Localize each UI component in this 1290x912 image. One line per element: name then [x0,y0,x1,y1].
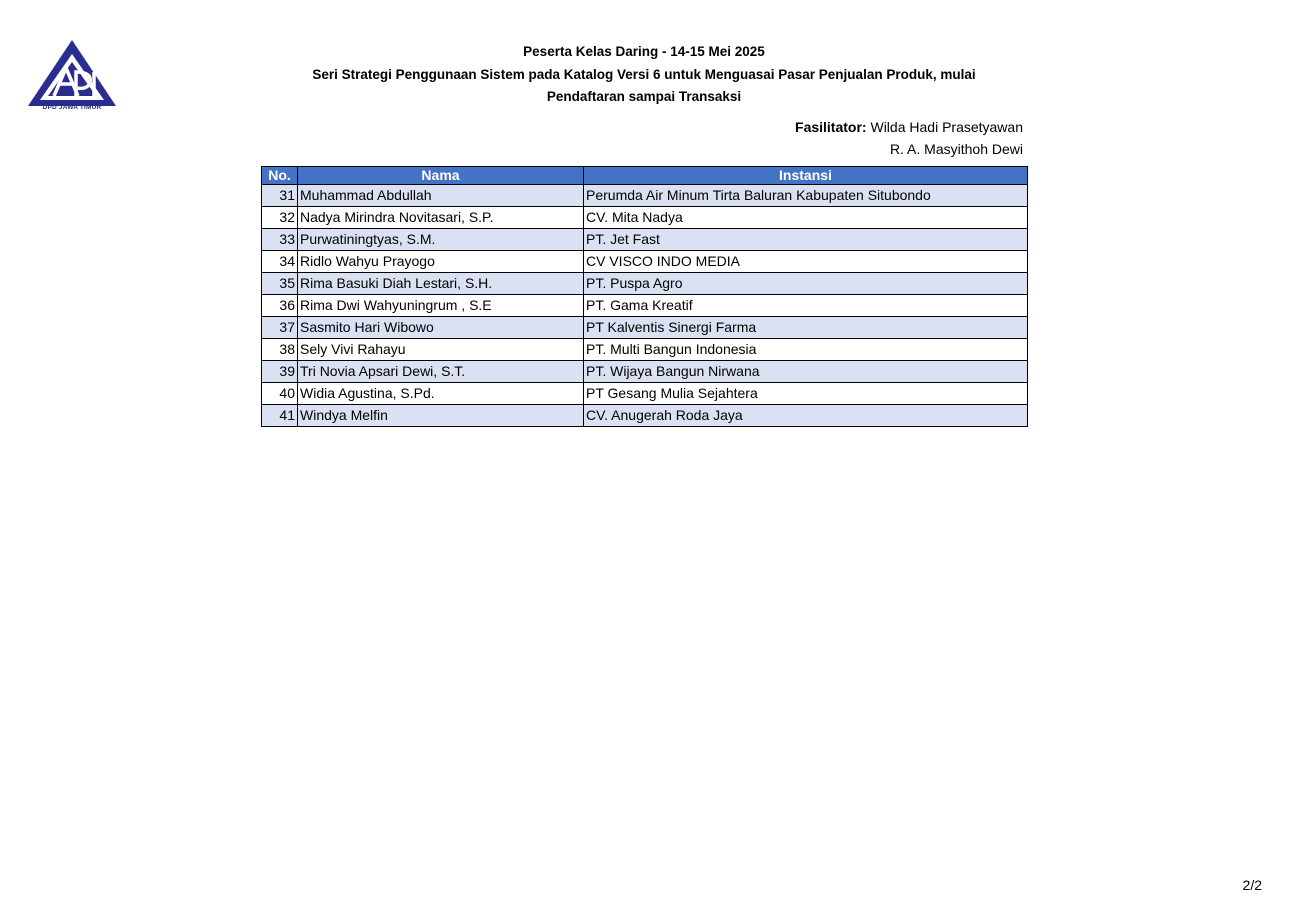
cell-nama: Tri Novia Apsari Dewi, S.T. [298,361,584,383]
cell-instansi: CV. Anugerah Roda Jaya [584,405,1028,427]
cell-nama: Rima Basuki Diah Lestari, S.H. [298,273,584,295]
logo-caption: DPD JAWA TIMUR [42,104,102,111]
cell-nama: Nadya Mirindra Novitasari, S.P. [298,207,584,229]
cell-nama: Rima Dwi Wahyuningrum , S.E [298,295,584,317]
table-row [262,273,1028,295]
cell-no: 41 [262,405,298,427]
table-row [262,229,1028,251]
cell-nama: Windya Melfin [298,405,584,427]
table-header-row [262,167,1028,185]
cell-instansi: CV VISCO INDO MEDIA [584,251,1028,273]
table-row [262,251,1028,273]
cell-instansi: PT. Puspa Agro [584,273,1028,295]
cell-nama: Purwatiningtyas, S.M. [298,229,584,251]
organization-logo [26,38,118,114]
title-line-2: Seri Strategi Penggunaan Sistem pada Katalog Versi 6 untuk Menguasai Pasar Penjualan Produk, mulai [312,66,976,82]
header-no: No. [262,167,298,185]
cell-no: 33 [262,229,298,251]
table-row [262,207,1028,229]
cell-instansi: PT. Gama Kreatif [584,295,1028,317]
cell-no: 34 [262,251,298,273]
table-row [262,185,1028,207]
cell-nama: Widia Agustina, S.Pd. [298,383,584,405]
cell-nama: Sasmito Hari Wibowo [298,317,584,339]
facilitator-block [795,116,1023,160]
cell-no: 38 [262,339,298,361]
cell-no: 39 [262,361,298,383]
cell-no: 40 [262,383,298,405]
cell-instansi: Perumda Air Minum Tirta Baluran Kabupaten Situbondo [584,185,1028,207]
title-line-1: Peserta Kelas Daring - 14-15 Mei 2025 [523,44,765,59]
cell-no: 36 [262,295,298,317]
api-triangle-logo-icon [26,38,118,108]
participants-table [261,166,1028,427]
facilitator-line-1 [795,116,1023,138]
table-row [262,383,1028,405]
cell-instansi: PT. Jet Fast [584,229,1028,251]
facilitator-label: Fasilitator: [795,119,867,135]
table-row [262,317,1028,339]
cell-instansi: PT Kalventis Sinergi Farma [584,317,1028,339]
facilitator-name-1: Wilda Hadi Prasetyawan [870,119,1023,135]
cell-nama: Ridlo Wahyu Prayogo [298,251,584,273]
table-row [262,361,1028,383]
header-instansi: Instansi [584,167,1028,185]
cell-instansi: PT. Multi Bangun Indonesia [584,339,1028,361]
header-nama: Nama [298,167,584,185]
cell-no: 31 [262,185,298,207]
cell-instansi: PT Gesang Mulia Sejahtera [584,383,1028,405]
facilitator-name-2: R. A. Masyithoh Dewi [889,141,1023,157]
cell-no: 35 [262,273,298,295]
cell-no: 32 [262,207,298,229]
document-title [262,41,1026,109]
cell-nama: Sely Vivi Rahayu [298,339,584,361]
table-row [262,339,1028,361]
table-row [262,405,1028,427]
cell-instansi: PT. Wijaya Bangun Nirwana [584,361,1028,383]
table-row [262,295,1028,317]
cell-nama: Muhammad Abdullah [298,185,584,207]
cell-no: 37 [262,317,298,339]
cell-instansi: CV. Mita Nadya [584,207,1028,229]
table-body [262,185,1028,427]
title-line-3: Pendaftaran sampai Transaksi [546,89,742,104]
page-number: 2/2 [1242,877,1262,893]
